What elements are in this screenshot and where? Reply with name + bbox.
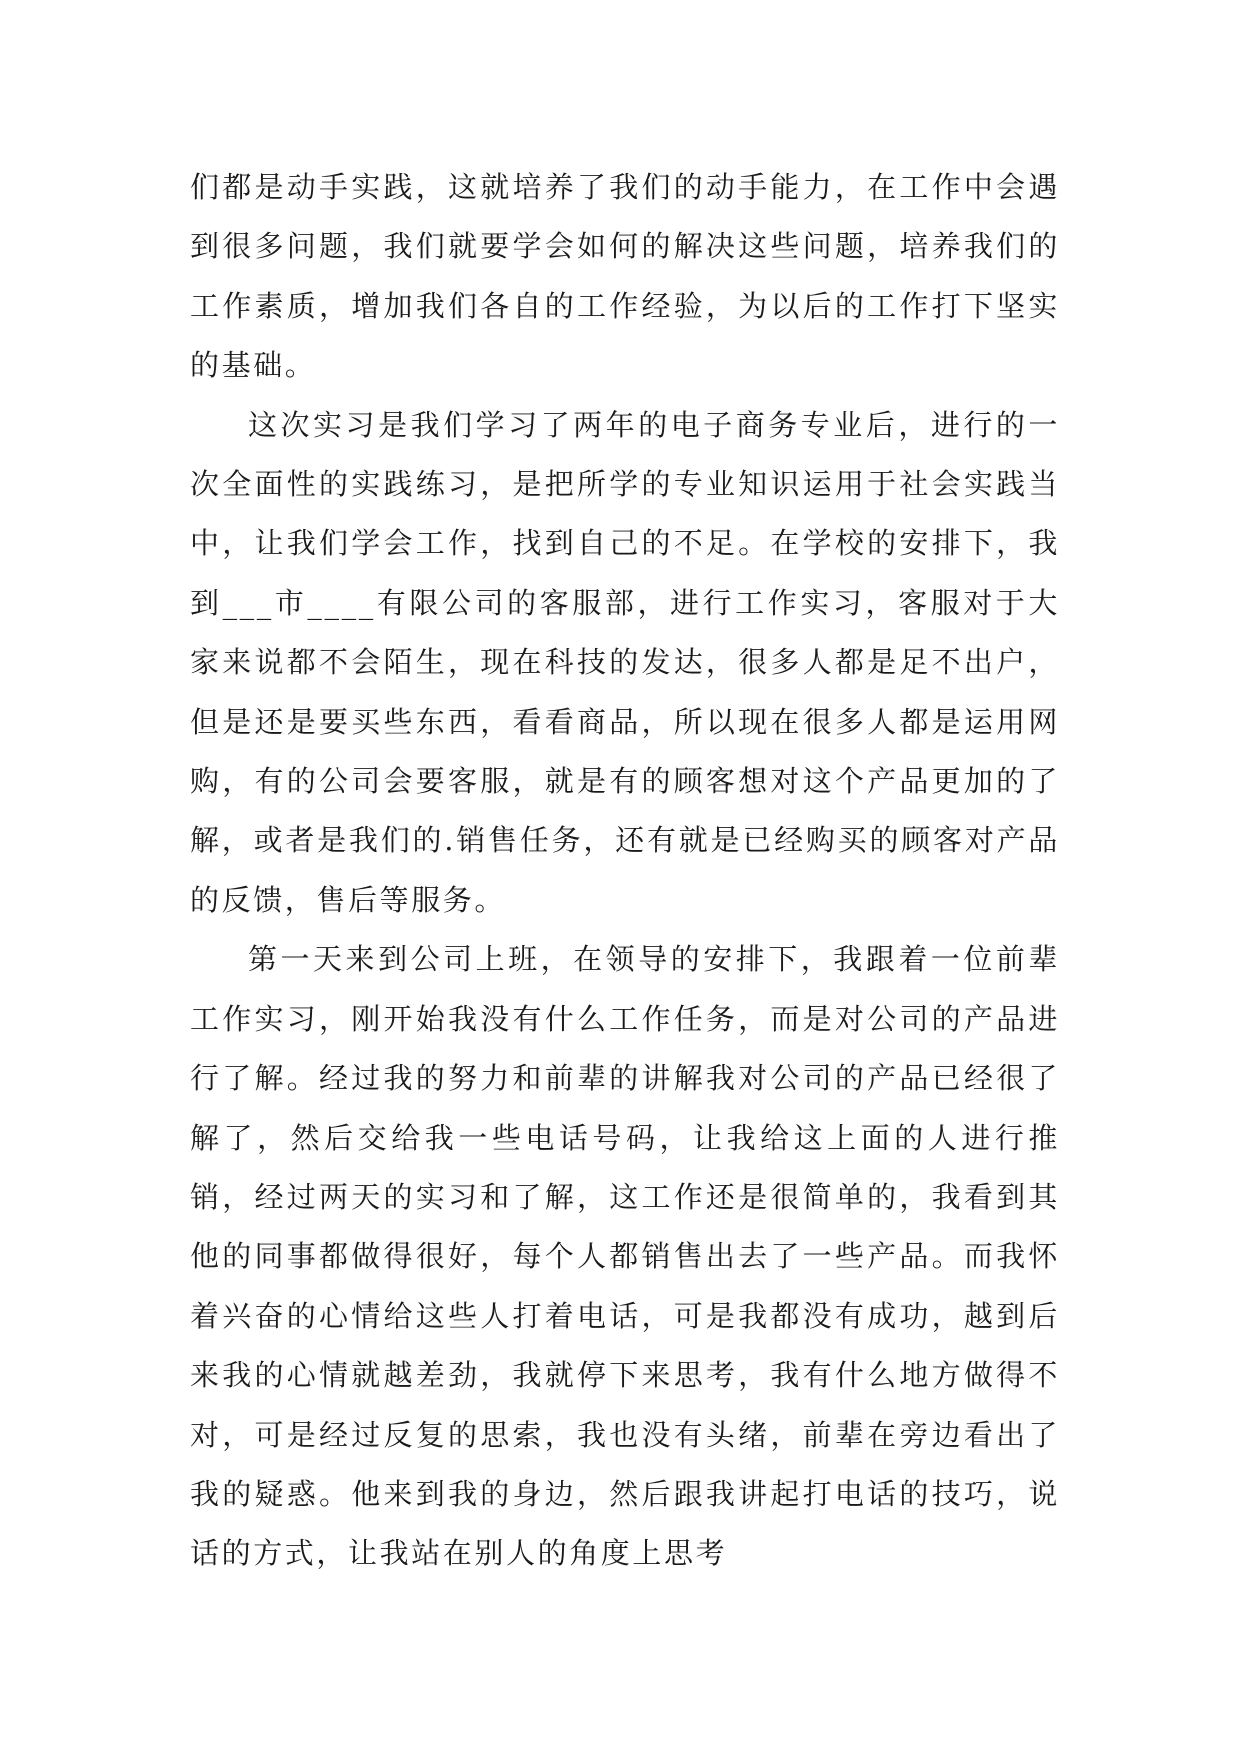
document-page (190, 158, 1060, 1584)
paragraph-2: 这次实习是我们学习了两年的电子商务专业后，进行的一次全面性的实践练习，是把所学的专业知识运用于社会实践当中，让我们学会工作，找到自己的不足。在学校的安排下，我到___市____有限公司的客服部，进行工作实习，客服对于大家来说都不会陌生，现在科技的发达，很多人都是足不出户，但是还是要买些东西，看看商品，所以现在很多人都是运用网购，有的公司会要客服，就是有的顾客想对这个产品更加的了解，或者是我们的.销售任务，还有就是已经购买的顾客对产品的反馈，售后等服务。 (190, 407, 1060, 917)
paragraph-3: 第一天来到公司上班，在领导的安排下，我跟着一位前辈工作实习，刚开始我没有什么工作任务，而是对公司的产品进行了解。经过我的努力和前辈的讲解我对公司的产品已经很了解了，然后交给我一些电话号码，让我给这上面的人进行推销，经过两天的实习和了解，这工作还是很简单的，我看到其他的同事都做得很好，每个人都销售出去了一些产品。而我怀着兴奋的心情给这些人打着电话，可是我都没有成功，越到后来我的心情就越差劲，我就停下来思考，我有什么地方做得不对，可是经过反复的思索，我也没有头绪，前辈在旁边看出了我的疑惑。他来到我的身边，然后跟我讲起打电话的技巧，说话的方式，让我站在别人的角度上思考 (190, 942, 1060, 1571)
paragraph-1: 们都是动手实践，这就培养了我们的动手能力，在工作中会遇到很多问题，我们就要学会如何的解决这些问题，培养我们的工作素质，增加我们各自的工作经验，为以后的工作打下坚实的基础。 (190, 170, 1060, 383)
